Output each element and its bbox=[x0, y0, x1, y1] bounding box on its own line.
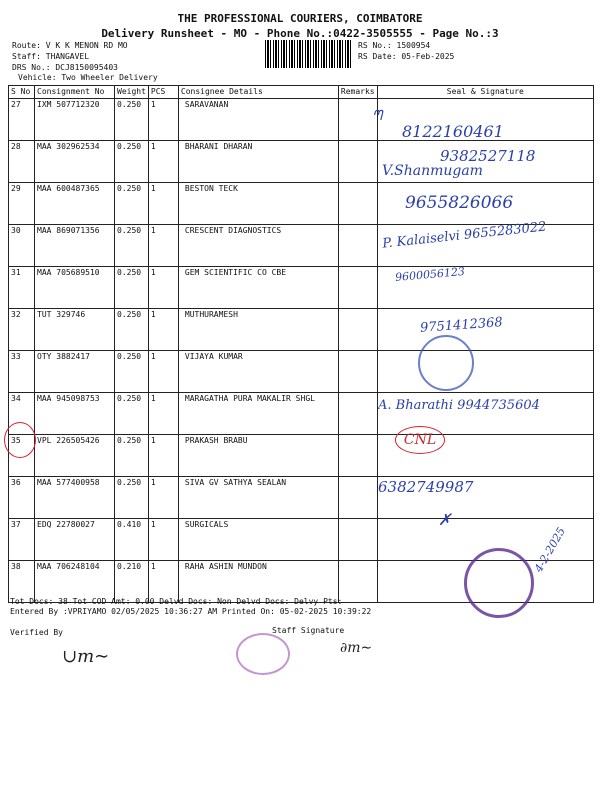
serial-number: 37 bbox=[9, 519, 35, 561]
consignment-number: TUT 329746 bbox=[35, 309, 115, 351]
courier-stamp-33 bbox=[418, 335, 474, 391]
serial-number: 35 bbox=[9, 435, 35, 477]
handwritten-phone-29: 9655826066 bbox=[405, 193, 514, 213]
pcs-value: 1 bbox=[148, 351, 178, 393]
staff-label: Staff: THANGAVEL bbox=[12, 52, 90, 61]
serial-number: 34 bbox=[9, 393, 35, 435]
consignee-name: GEM SCIENTIFIC CO CBE bbox=[178, 267, 338, 309]
remarks-cell bbox=[338, 477, 377, 519]
serial-number: 28 bbox=[9, 141, 35, 183]
remarks-cell bbox=[338, 393, 377, 435]
weight-value: 0.250 bbox=[115, 393, 149, 435]
consignee-name: CRESCENT DIAGNOSTICS bbox=[178, 225, 338, 267]
footer-entered-printed: Entered By :VPRIYAMO 02/05/2025 10:36:27 AM Printed On: 05-02-2025 10:39:22 bbox=[10, 607, 372, 616]
serial-number: 30 bbox=[9, 225, 35, 267]
pcs-value: 1 bbox=[148, 267, 178, 309]
rs-number: RS No.: 1500954 bbox=[358, 41, 431, 50]
staff-stamp bbox=[236, 633, 290, 675]
consignee-name: BESTON TECK bbox=[178, 183, 338, 225]
weight-value: 0.250 bbox=[115, 477, 149, 519]
col-header-signature: Seal & Signature bbox=[377, 86, 593, 99]
table-row bbox=[9, 351, 594, 393]
table-row bbox=[9, 477, 594, 519]
consignee-name: BHARANI DHARAN bbox=[178, 141, 338, 183]
serial-number: 29 bbox=[9, 183, 35, 225]
col-header-consignment: Consignment No bbox=[35, 86, 115, 99]
pcs-value: 1 bbox=[148, 183, 178, 225]
consignment-number: MAA 869071356 bbox=[35, 225, 115, 267]
consignee-name: VIJAYA KUMAR bbox=[178, 351, 338, 393]
staff-signature-label: Staff Signature bbox=[272, 626, 345, 635]
remarks-cell bbox=[338, 351, 377, 393]
vehicle-label: Vehicle: Two Wheeler Delivery bbox=[18, 73, 158, 82]
serial-number: 36 bbox=[9, 477, 35, 519]
consignee-name: PRAKASH BRABU bbox=[178, 435, 338, 477]
consignment-number: MAA 706248104 bbox=[35, 561, 115, 603]
remarks-cell bbox=[338, 141, 377, 183]
signature-27: ᘉ bbox=[372, 108, 383, 124]
pcs-value: 1 bbox=[148, 519, 178, 561]
verified-by-label: Verified By bbox=[10, 628, 63, 637]
pcs-value: 1 bbox=[148, 477, 178, 519]
consignment-number: VPL 226505426 bbox=[35, 435, 115, 477]
consignment-number: EDQ 22780027 bbox=[35, 519, 115, 561]
consignment-number: MAA 600487365 bbox=[35, 183, 115, 225]
consignee-name: MARAGATHA PURA MAKALIR SHGL bbox=[178, 393, 338, 435]
consignee-name: SURGICALS bbox=[178, 519, 338, 561]
signature-37: ✗ bbox=[438, 510, 452, 529]
remarks-cell bbox=[338, 225, 377, 267]
consignment-number: MAA 705689510 bbox=[35, 267, 115, 309]
barcode bbox=[265, 40, 353, 68]
table-row bbox=[9, 309, 594, 351]
handwritten-phone-28: 9382527118 bbox=[440, 147, 536, 165]
handwritten-34: A. Bharathi 9944735604 bbox=[378, 398, 540, 413]
serial-number: 31 bbox=[9, 267, 35, 309]
consignment-number: MAA 577400958 bbox=[35, 477, 115, 519]
weight-value: 0.250 bbox=[115, 351, 149, 393]
consignee-name: RAHA ASHIN MUNDON bbox=[178, 561, 338, 603]
remarks-cell bbox=[338, 519, 377, 561]
pcs-value: 1 bbox=[148, 561, 178, 603]
serial-number: 33 bbox=[9, 351, 35, 393]
weight-value: 0.250 bbox=[115, 267, 149, 309]
signature-cell bbox=[377, 351, 593, 393]
pcs-value: 1 bbox=[148, 393, 178, 435]
remarks-cell bbox=[338, 309, 377, 351]
pcs-value: 1 bbox=[148, 225, 178, 267]
table-row bbox=[9, 99, 594, 141]
document-title: THE PROFESSIONAL COURIERS, COIMBATORE bbox=[177, 12, 423, 25]
pcs-value: 1 bbox=[148, 141, 178, 183]
table-row bbox=[9, 435, 594, 477]
table-row bbox=[9, 267, 594, 309]
pcs-value: 1 bbox=[148, 99, 178, 141]
handwritten-30: P. Kalaiselvi 9655283022 bbox=[381, 219, 548, 252]
weight-value: 0.410 bbox=[115, 519, 149, 561]
weight-value: 0.250 bbox=[115, 99, 149, 141]
remarks-cell bbox=[338, 561, 377, 603]
weight-value: 0.250 bbox=[115, 225, 149, 267]
consignee-name: MUTHURAMESH bbox=[178, 309, 338, 351]
document-subtitle: Delivery Runsheet - MO - Phone No.:0422-3505555 - Page No.:3 bbox=[101, 27, 499, 40]
staff-signature: ∂m∼ bbox=[340, 640, 373, 656]
weight-value: 0.250 bbox=[115, 141, 149, 183]
table-header-row bbox=[9, 86, 594, 99]
consignment-number: OTY 3882417 bbox=[35, 351, 115, 393]
col-header-pcs: PCS bbox=[148, 86, 178, 99]
consignment-number: IXM 507712320 bbox=[35, 99, 115, 141]
serial-number: 38 bbox=[9, 561, 35, 603]
weight-value: 0.250 bbox=[115, 309, 149, 351]
handwritten-phone-27: 8122160461 bbox=[402, 122, 504, 141]
pcs-value: 1 bbox=[148, 309, 178, 351]
handwritten-phone-32: 9751412368 bbox=[419, 315, 504, 336]
col-header-weight: Weight bbox=[115, 86, 149, 99]
remarks-cell bbox=[338, 267, 377, 309]
weight-value: 0.210 bbox=[115, 561, 149, 603]
col-header-remarks: Remarks bbox=[338, 86, 377, 99]
serial-number: 32 bbox=[9, 309, 35, 351]
consignee-name: SIVA GV SATHYA SEALAN bbox=[178, 477, 338, 519]
pcs-value: 1 bbox=[148, 435, 178, 477]
drs-number: DRS No.: DCJ8150095403 bbox=[12, 63, 118, 72]
rs-date: RS Date: 05-Feb-2025 bbox=[358, 52, 455, 61]
consignee-name: SARAVANAN bbox=[178, 99, 338, 141]
weight-value: 0.250 bbox=[115, 183, 149, 225]
consignment-number: MAA 945098753 bbox=[35, 393, 115, 435]
weight-value: 0.250 bbox=[115, 435, 149, 477]
remarks-cell bbox=[338, 435, 377, 477]
red-circle-mark bbox=[4, 422, 36, 458]
consignment-number: MAA 302962534 bbox=[35, 141, 115, 183]
col-header-sno: S No bbox=[9, 86, 35, 99]
handwritten-date: 4-2-2025 bbox=[532, 525, 568, 575]
handwritten-name-28: V.Shanmugam bbox=[382, 163, 483, 179]
cancelled-mark-35: CNL bbox=[395, 426, 445, 454]
verifier-signature: ∪m∼ bbox=[62, 646, 110, 667]
col-header-consignee: Consignee Details bbox=[178, 86, 338, 99]
remarks-cell bbox=[338, 183, 377, 225]
handwritten-phone-36: 6382749987 bbox=[378, 478, 474, 496]
handwritten-phone-31: 9600056123 bbox=[394, 264, 466, 285]
company-seal bbox=[464, 548, 534, 618]
route-label: Route: V K K MENON RD MO bbox=[12, 41, 128, 50]
footer-totals: Tot Docs: 38 Tot COD Amt: 0.00 Delvd Docs: Non Delvd Docs: Delvy Pts: bbox=[10, 597, 343, 606]
serial-number: 27 bbox=[9, 99, 35, 141]
